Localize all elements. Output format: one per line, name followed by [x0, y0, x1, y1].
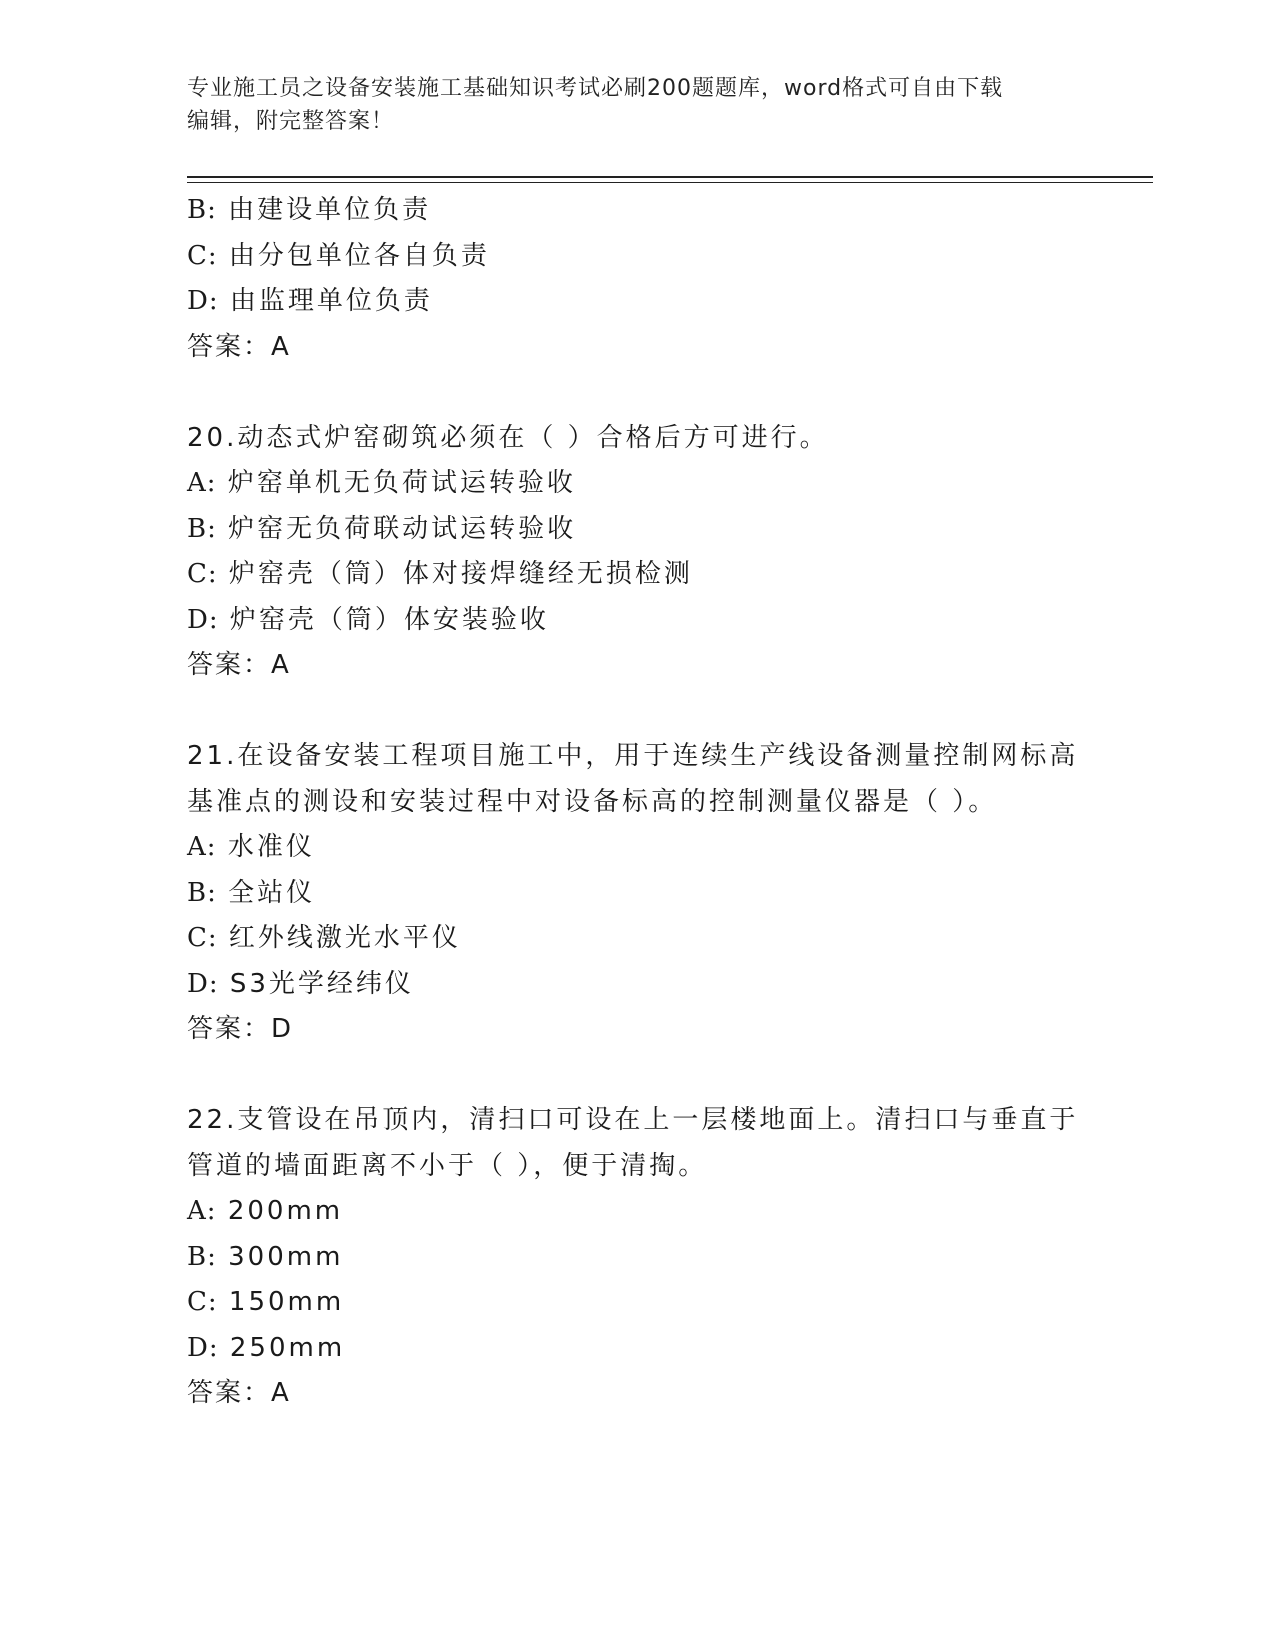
stem-line: 基准点的测设和安装过程中对设备标高的控制测量仪器是（ ）。: [187, 786, 998, 817]
option-b: [187, 188, 1087, 234]
option-d: [187, 598, 1087, 644]
option-label: D:: [187, 1332, 219, 1363]
stem-line: 20.动态式炉窑砌筑必须在（ ）合格后方可进行。: [187, 422, 829, 453]
spacer: [187, 689, 1087, 735]
question-stem: [187, 734, 1087, 825]
option-label: A:: [187, 468, 217, 498]
option-a: [187, 825, 1087, 871]
question-22: [187, 1098, 1087, 1417]
option-c: [187, 1280, 1087, 1326]
header-line-1: 专业施工员之设备安装施工基础知识考试必刷200题题库，word格式可自由下载: [187, 76, 1004, 101]
question-stem: [187, 1098, 1087, 1189]
answer-line: 答案：D: [187, 1014, 294, 1044]
option-text: 200mm: [227, 1196, 344, 1226]
option-label: C:: [187, 923, 218, 953]
question-19-tail: [187, 188, 1087, 370]
spacer: [187, 370, 1087, 416]
option-d: [187, 962, 1087, 1008]
option-a: [187, 1189, 1087, 1235]
option-text: 炉窑单机无负荷试运转验收: [227, 468, 576, 498]
question-20: [187, 416, 1087, 689]
option-label: B:: [187, 195, 217, 225]
option-label: B:: [187, 513, 217, 544]
option-text: 炉窑壳（筒）体对接焊缝经无损检测: [228, 559, 693, 589]
option-text: 150mm: [228, 1287, 345, 1317]
option-text: 由建设单位负责: [228, 195, 432, 225]
option-label: D:: [187, 286, 219, 316]
answer-line: 答案：A: [187, 1378, 291, 1408]
option-text: 全站仪: [228, 877, 316, 908]
answer-line: 答案：A: [187, 331, 291, 362]
option-label: C:: [187, 240, 218, 271]
option-text: S3光学经纬仪: [229, 968, 414, 999]
option-text: 红外线激光水平仪: [228, 923, 461, 953]
option-d: [187, 1326, 1087, 1372]
header-line-2: 编辑，附完整答案！: [187, 109, 395, 134]
header-rule-thick: [187, 176, 1153, 178]
option-label: A:: [187, 832, 217, 862]
option-label: D:: [187, 604, 219, 635]
option-label: C:: [187, 559, 218, 589]
answer-line: 答案：A: [187, 650, 291, 680]
header-rule-thin: [187, 182, 1153, 183]
option-c: [187, 916, 1087, 962]
option-label: A:: [187, 1196, 217, 1226]
option-text: 炉窑无负荷联动试运转验收: [228, 513, 577, 544]
stem-line: 22.支管设在吊顶内，清扫口可设在上一层楼地面上。清扫口与垂直于: [187, 1105, 1079, 1135]
document-header: [187, 72, 1067, 138]
option-text: 由监理单位负责: [229, 286, 433, 316]
option-d: [187, 279, 1087, 325]
spacer: [187, 1053, 1087, 1099]
option-label: B:: [187, 1241, 217, 1272]
stem-line: 管道的墙面距离不小于（ ），便于清掏。: [187, 1150, 708, 1181]
question-stem: [187, 416, 1087, 462]
option-label: C:: [187, 1287, 218, 1317]
question-21: [187, 734, 1087, 1053]
option-c: [187, 552, 1087, 598]
option-text: 由分包单位各自负责: [228, 240, 490, 271]
option-b: [187, 507, 1087, 553]
option-label: B:: [187, 877, 217, 908]
option-text: 炉窑壳（筒）体安装验收: [229, 604, 549, 635]
option-c: [187, 234, 1087, 280]
question-list: [187, 188, 1087, 1417]
option-text: 250mm: [229, 1332, 346, 1363]
option-label: D:: [187, 968, 219, 999]
option-text: 水准仪: [227, 832, 315, 862]
option-b: [187, 1235, 1087, 1281]
stem-line: 21.在设备安装工程项目施工中，用于连续生产线设备测量控制网标高: [187, 741, 1079, 771]
option-text: 300mm: [228, 1241, 344, 1272]
option-b: [187, 871, 1087, 917]
option-a: [187, 461, 1087, 507]
